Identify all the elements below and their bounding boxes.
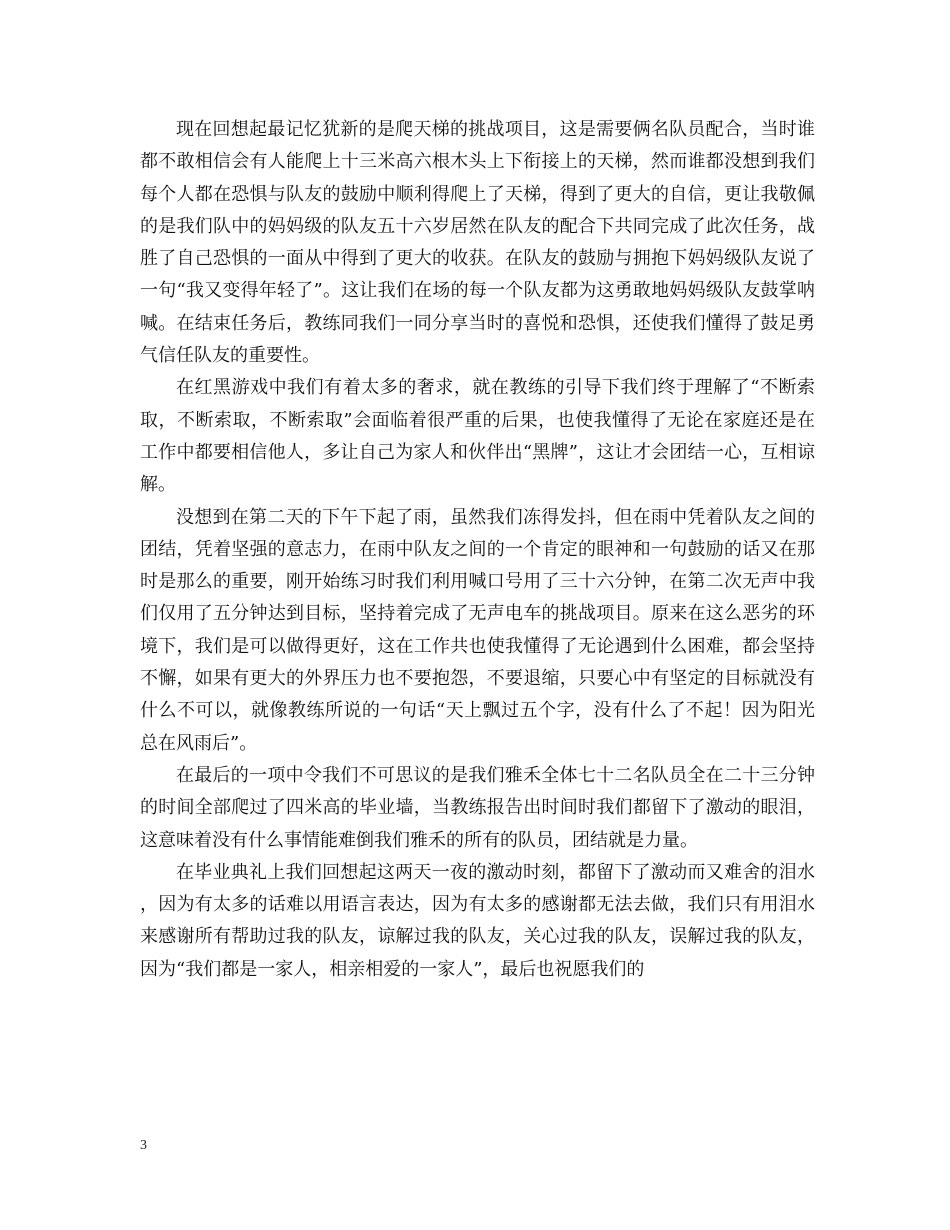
paragraph-tianti: 现在回想起最记忆犹新的是爬天梯的挑战项目，这是需要俩名队员配合，当时谁都不敢相信会有人能爬上十三米高六根木头上下衔接上的天梯，然而谁都没想到我们每个人都在恐惧与队友的鼓励中顺利得爬上了天梯，得到了更大的自信，更让我敬佩的是我们队中的妈妈级的队友五十六岁居然在队友的配合下共同完成了此次任务，战胜了自己恐惧的一面从中得到了更大的收获。在队友的鼓励与拥抱下妈妈级队友说了一句“我又变得年轻了”。这让我们在场的每一个队友都为这勇敢地妈妈级队友鼓掌呐喊。在结束任务后，教练同我们一同分享当时的喜悦和恐惧，还使我们懂得了鼓足勇气信任队友的重要性。 bbox=[140, 119, 815, 367]
paragraph-graduation-wall: 在最后的一项中令我们不可思议的是我们雅禾全体七十二名队员全在二十三分钟的时间全部爬过了四米高的毕业墙，当教练报告出时间时我们都留下了激动的眼泪，这意味着没有什么事情能难倒我们雅禾的所有的队员，团结就是力量。 bbox=[140, 764, 815, 851]
page-number: 3 bbox=[140, 1138, 147, 1153]
paragraph-graduation-ceremony: 在毕业典礼上我们回想起这两天一夜的激动时刻，都留下了激动而又难舍的泪水，因为有太多的话难以用语言表达，因为有太多的感谢都无法去做，我们只有用泪水来感谢所有帮助过我的队友，谅解过我的队友，关心过我的队友，误解过我的队友，因为“我们都是一家人，相亲相爱的一家人”，最后也祝愿我们的 bbox=[140, 861, 815, 980]
document-body bbox=[140, 114, 815, 986]
paragraph-honghei-game: 在红黑游戏中我们有着太多的奢求，就在教练的引导下我们终于理解了“不断索取，不断索取，不断索取”会面临着很严重的后果，也使我懂得了无论在家庭还是在工作中都要相信他人，多让自己为家人和伙伴出“黑牌”，这让才会团结一心，互相谅解。 bbox=[140, 377, 815, 496]
paragraph-rain-challenge: 没想到在第二天的下午下起了雨，虽然我们冻得发抖，但在雨中凭着队友之间的团结，凭着坚强的意志力，在雨中队友之间的一个肯定的眼神和一句鼓励的话又在那时是那么的重要，刚开始练习时我们利用喊口号用了三十六分钟，在第二次无声中我们仅用了五分钟达到目标，坚持着完成了无声电车的挑战项目。原来在这么恶劣的环境下，我们是可以做得更好，这在工作共也使我懂得了无论遇到什么困难，都会坚持不懈，如果有更大的外界压力也不要抱怨，不要退缩，只要心中有坚定的目标就没有什么不可以，就像教练所说的一句话“天上飘过五个字，没有什么了不起！因为阳光总在风雨后”。 bbox=[140, 506, 815, 754]
